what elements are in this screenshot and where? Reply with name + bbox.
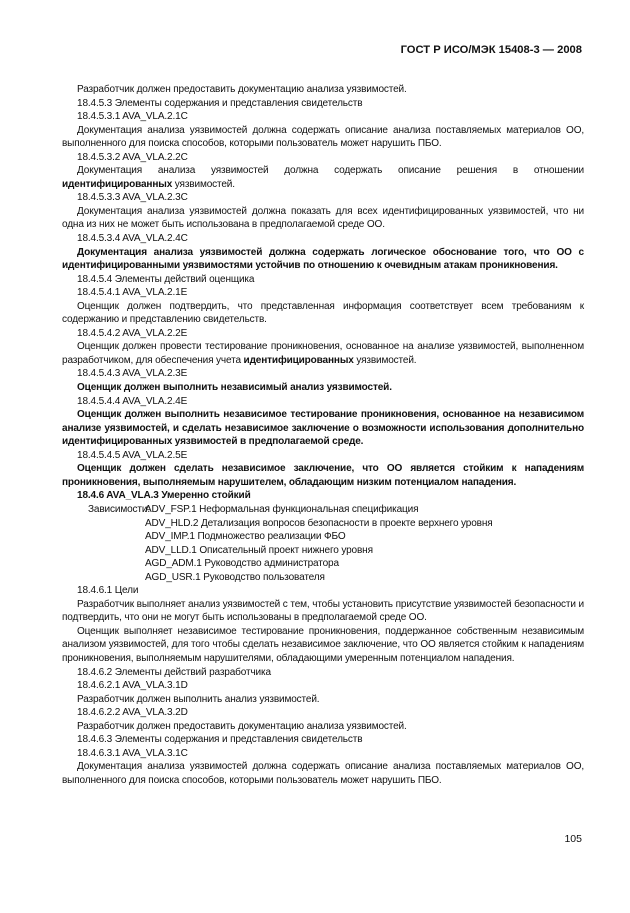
clause-heading bbox=[62, 110, 584, 124]
text-run: 18.4.5.4.2 AVA_VLA.2.2E bbox=[77, 327, 188, 339]
dependency-item: ADV_FSP.1 Неформальная функциональная спецификация bbox=[145, 503, 419, 515]
text-run: Документация анализа уязвимостей должна содержать описание анализа поставляемых материалов ОО, выполненного для поиска способов, которыми пользователь может нарушить ПБО. bbox=[62, 761, 584, 786]
paragraph bbox=[62, 164, 584, 191]
text-run: 18.4.5.3.4 AVA_VLA.2.4C bbox=[77, 233, 188, 245]
text-run: 18.4.6 AVA_VLA.3 Умеренно стойкий bbox=[77, 490, 251, 502]
clause-heading bbox=[62, 395, 584, 409]
text-run: 18.4.5.4.3 AVA_VLA.2.3E bbox=[77, 368, 188, 380]
clause-heading bbox=[62, 706, 584, 720]
text-run: Оценщик должен выполнить независимый анализ уязвимостей. bbox=[77, 382, 392, 394]
dependencies-label-spacer bbox=[88, 557, 145, 571]
clause-heading bbox=[62, 584, 584, 598]
clause-heading bbox=[62, 191, 584, 205]
dependencies-label-spacer bbox=[88, 517, 145, 531]
paragraph bbox=[62, 246, 584, 273]
text-run: 18.4.6.1 Цели bbox=[77, 585, 139, 597]
text-run: Документация анализа уязвимостей должна содержать логическое обоснование того, что ОО с идентифицированными уязвимостями устойчив по отношению к очевидным атакам проникновения. bbox=[62, 246, 584, 272]
text-run: Оценщик должен выполнить независимое тестирование проникновения, основанное на независимом анализе уязвимостей, и сделать независимое заключение о возможности использования дополнительно идентифицированных уязвимостей в предполагаемой среде. bbox=[62, 409, 584, 448]
text-run: 18.4.6.2.1 AVA_VLA.3.1D bbox=[77, 680, 188, 692]
dependency-item: ADV_HLD.2 Детализация вопросов безопасности в проекте верхнего уровня bbox=[145, 517, 493, 529]
text-run: Документация анализа уязвимостей должна показать для всех идентифицированных уязвимостей, что ни одна из них не может быть использована в предполагаемой среде ОО. bbox=[62, 205, 584, 231]
text-run: 18.4.6.2 Элементы действий разработчика bbox=[77, 666, 271, 678]
text-run: 18.4.5.4 Элементы действий оценщика bbox=[77, 273, 255, 285]
text-run: 18.4.5.4.1 AVA_VLA.2.1E bbox=[77, 287, 188, 299]
paragraph bbox=[62, 462, 584, 489]
paragraph bbox=[62, 598, 584, 625]
clause-heading bbox=[62, 151, 584, 165]
dependency-item: ADV_LLD.1 Описательный проект нижнего уровня bbox=[145, 544, 373, 556]
text-run: Разработчик должен выполнить анализ уязвимостей. bbox=[77, 693, 320, 705]
clause-heading bbox=[62, 747, 584, 761]
text-run: идентифицированных bbox=[62, 178, 173, 190]
text-run: Разработчик должен предоставить документацию анализа уязвимостей. bbox=[77, 720, 407, 732]
paragraph bbox=[62, 760, 584, 787]
page-number: 105 bbox=[564, 833, 582, 845]
text-run: 18.4.6.2.2 AVA_VLA.3.2D bbox=[77, 707, 188, 719]
clause-heading bbox=[62, 679, 584, 693]
clause-heading bbox=[62, 733, 584, 747]
text-run: 18.4.5.3 Элементы содержания и представления свидетельств bbox=[77, 97, 363, 109]
dependencies-label-spacer bbox=[88, 530, 145, 544]
dependency-item: ADV_IMP.1 Подмножество реализации ФБО bbox=[145, 531, 346, 543]
text-run: Разработчик выполняет анализ уязвимостей с тем, чтобы установить присутствие уязвимостей безопасности и подтвердить, что они не могут быть использованы в предполагаемой среде ОО. bbox=[62, 598, 584, 624]
dependencies-label-spacer bbox=[88, 571, 145, 585]
paragraph bbox=[62, 408, 584, 449]
dependencies-list bbox=[62, 503, 584, 584]
text-run: Разработчик должен предоставить документацию анализа уязвимостей. bbox=[77, 84, 407, 95]
text-run: Оценщик должен сделать независимое заключение, что ОО является стойким к нападениям проникновения, выполняемым нарушителем, обладающим низким потенциалом нападения. bbox=[62, 463, 584, 488]
text-run: 18.4.5.4.4 AVA_VLA.2.4E bbox=[77, 395, 188, 407]
clause-heading bbox=[62, 367, 584, 381]
clause-heading bbox=[62, 232, 584, 246]
clause-heading bbox=[62, 381, 584, 395]
paragraph bbox=[62, 124, 584, 151]
text-run: 18.4.6.3.1 AVA_VLA.3.1C bbox=[77, 747, 188, 759]
text-run: 18.4.5.3.3 AVA_VLA.2.3C bbox=[77, 192, 188, 204]
standard-header: ГОСТ Р ИСО/МЭК 15408-3 — 2008 bbox=[400, 44, 582, 56]
paragraph bbox=[62, 340, 584, 367]
clause-heading bbox=[62, 720, 584, 734]
clause-heading bbox=[62, 489, 584, 503]
dependencies-label-spacer bbox=[88, 544, 145, 558]
text-run: Оценщик выполняет независимое тестирование проникновения, поддержанное собственным независимым анализом уязвимостей, для того чтобы сделать независимое заключение, что ОО является стойким к нападениям проникновения, выполняемым нарушителями, обладающими умеренным потенциалом нападения. bbox=[62, 625, 584, 664]
dependency-item: AGD_ADM.1 Руководство администратора bbox=[145, 558, 339, 570]
text-run: Документация анализа уязвимостей должна содержать описание решения в отношении bbox=[77, 165, 584, 177]
clause-heading bbox=[62, 666, 584, 680]
text-run: уязвимостей. bbox=[172, 178, 235, 190]
text-run: Оценщик должен подтвердить, что представленная информация соответствует всем требованиям к содержанию и представлению свидетельств. bbox=[62, 300, 584, 326]
paragraph bbox=[62, 83, 584, 97]
clause-heading bbox=[62, 273, 584, 287]
clause-heading bbox=[62, 449, 584, 463]
paragraph bbox=[62, 205, 584, 232]
clause-heading bbox=[62, 327, 584, 341]
text-run: идентифицированных bbox=[243, 354, 354, 366]
text-run: 18.4.5.4.5 AVA_VLA.2.5E bbox=[77, 449, 188, 461]
clause-heading bbox=[62, 97, 584, 111]
text-run: Оценщик должен провести тестирование проникновения, основанное на анализе уязвимостей, выполненном разработчиком, для обеспечения учета bbox=[62, 341, 584, 366]
dependencies-label: Зависимости: bbox=[88, 503, 150, 515]
text-run: 18.4.5.3.1 AVA_VLA.2.1C bbox=[77, 111, 188, 123]
document-body bbox=[62, 83, 584, 787]
dependency-item: AGD_USR.1 Руководство пользователя bbox=[145, 571, 325, 583]
text-run: Документация анализа уязвимостей должна содержать описание анализа поставляемых материалов ОО, выполненного для поиска способов, которыми пользователь может нарушить ПБО. bbox=[62, 124, 584, 150]
paragraph bbox=[62, 625, 584, 666]
text-run: 18.4.6.3 Элементы содержания и представления свидетельств bbox=[77, 734, 363, 746]
text-run: уязвимостей. bbox=[353, 354, 417, 366]
clause-heading bbox=[62, 286, 584, 300]
paragraph bbox=[62, 300, 584, 327]
text-run: 18.4.5.3.2 AVA_VLA.2.2C bbox=[77, 151, 188, 163]
clause-heading bbox=[62, 693, 584, 707]
